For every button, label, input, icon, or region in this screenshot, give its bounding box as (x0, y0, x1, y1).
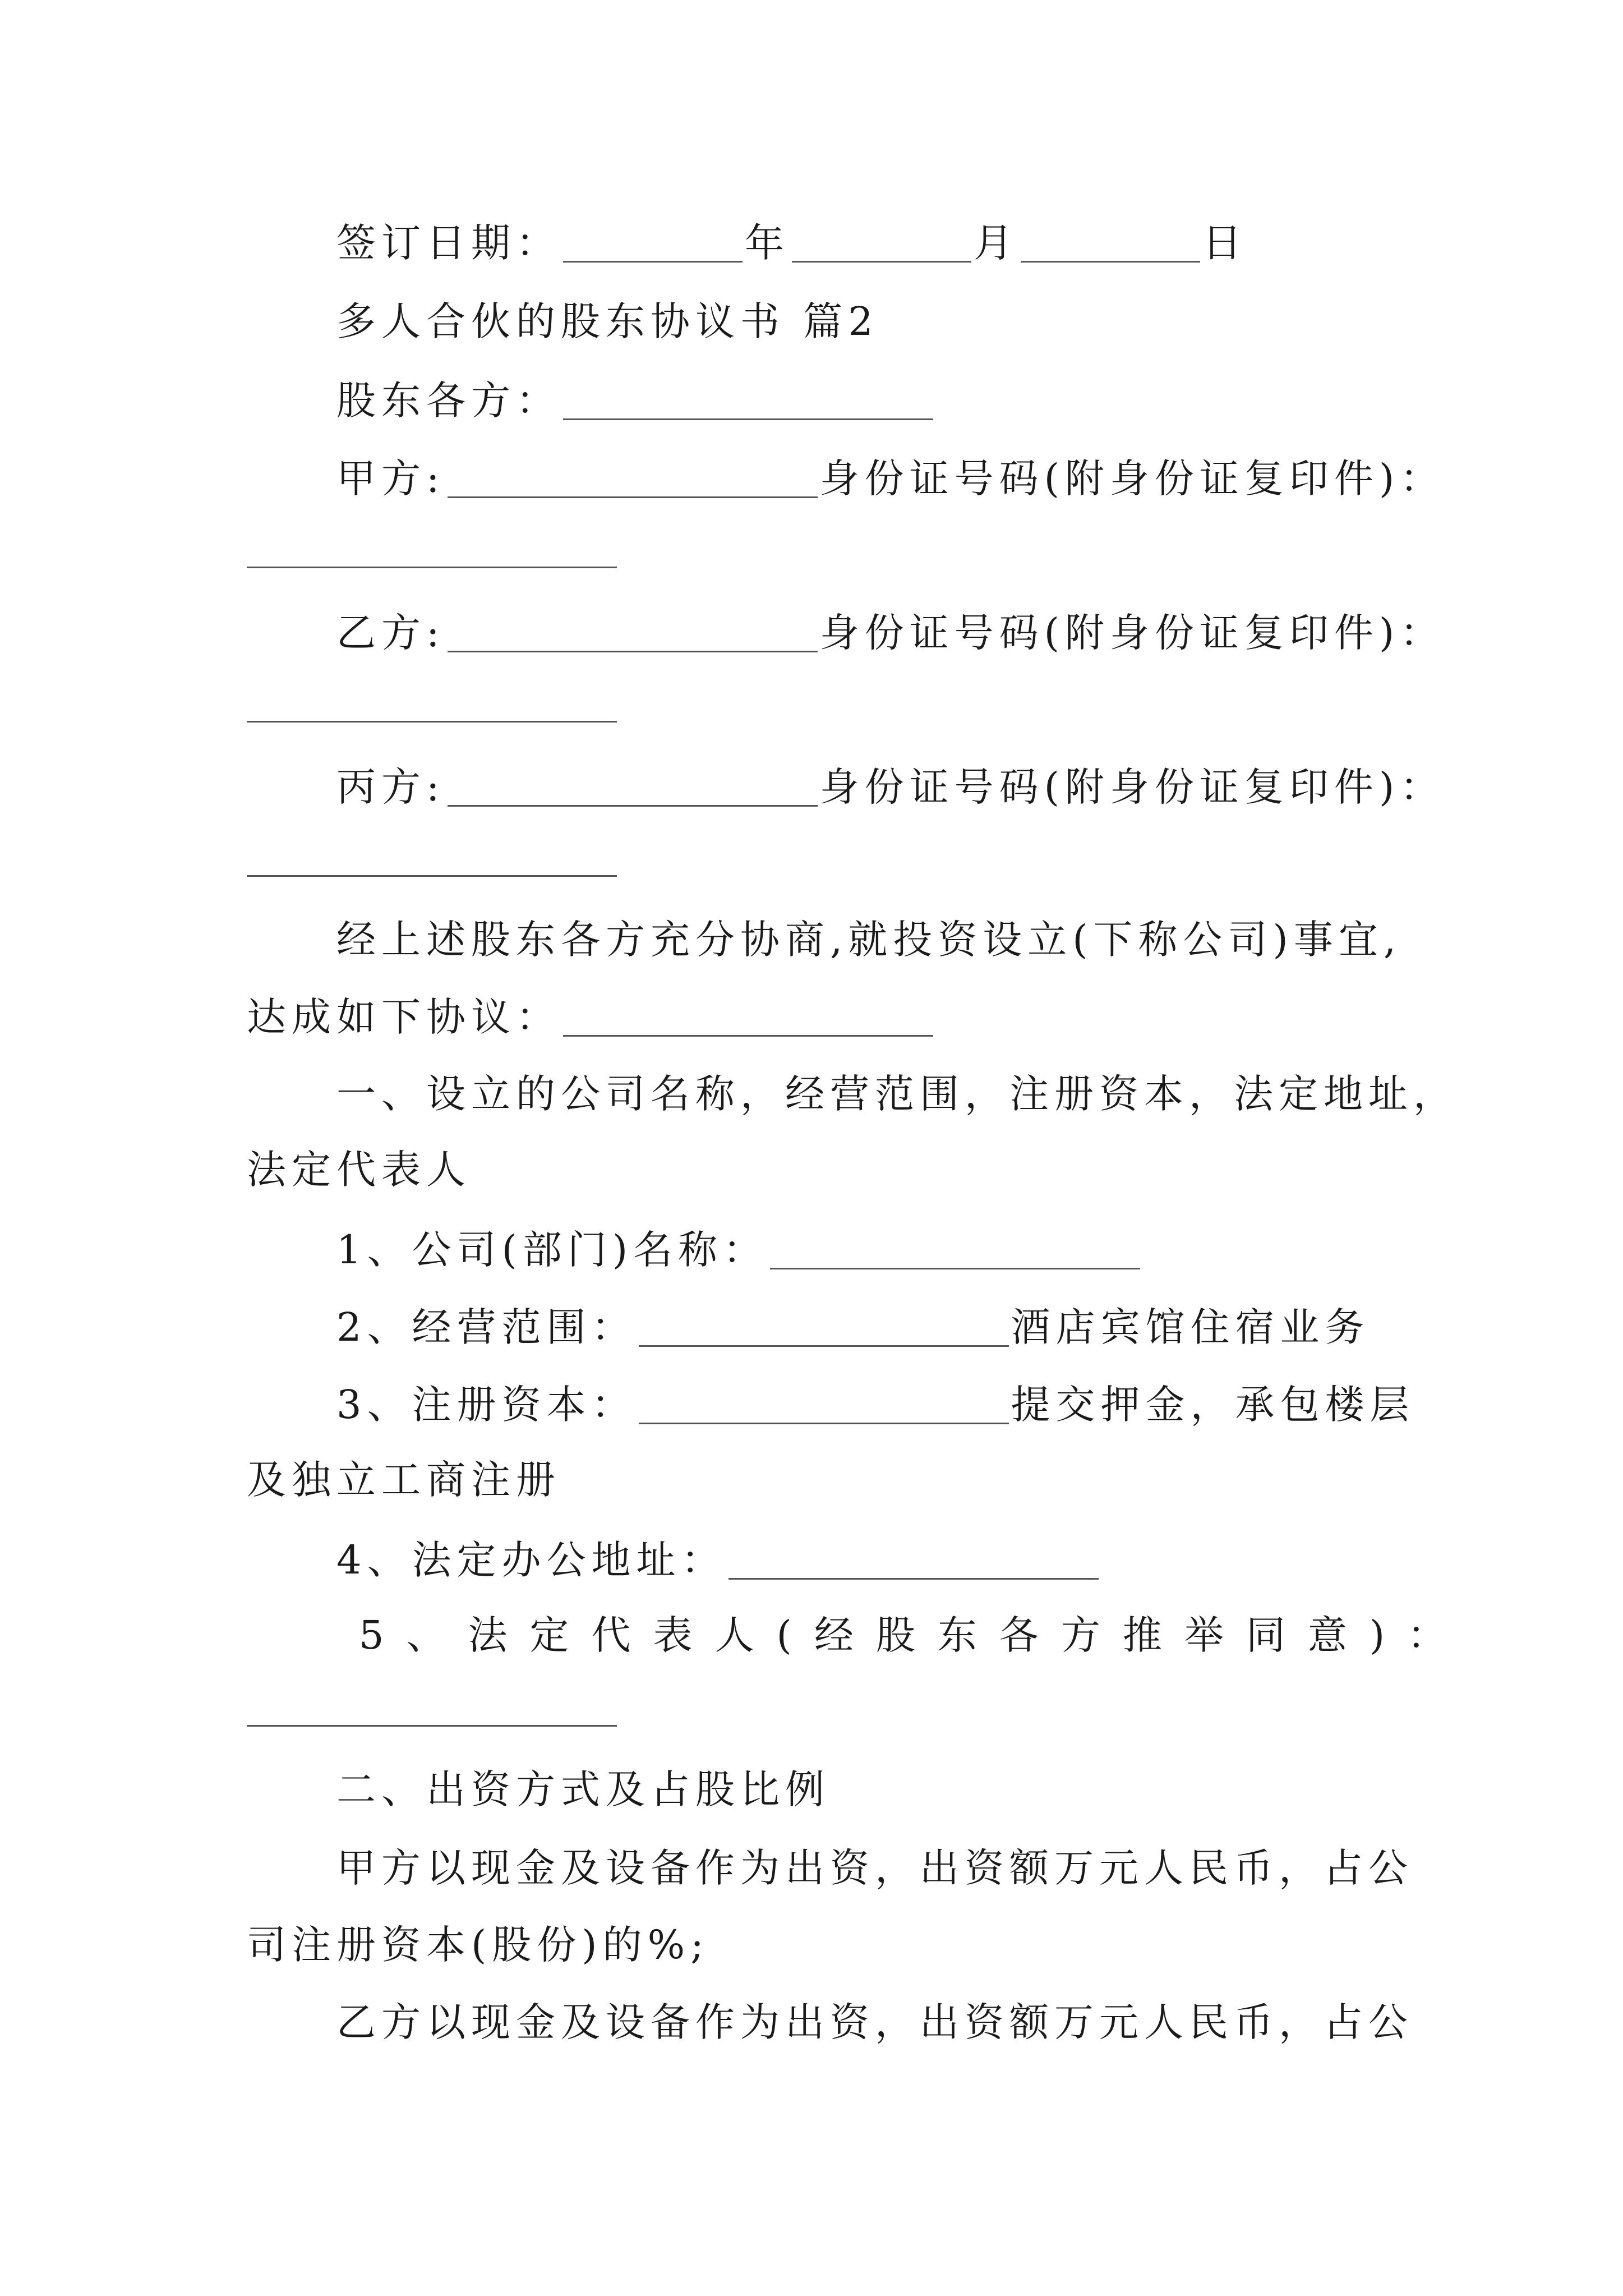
item-2-line (336, 1304, 1370, 1350)
intro-line-2 (247, 994, 935, 1040)
party-c-line (336, 764, 1445, 810)
intro-blank (563, 996, 933, 1037)
year-blank (563, 222, 743, 263)
item-2-value: 酒店宾馆住宿业务 (1011, 1304, 1370, 1350)
item-3-line-2: 及独立工商注册 (247, 1457, 561, 1503)
item-1-label: 1、公司(部门)名称： (336, 1227, 768, 1273)
shareholders-blank (563, 379, 933, 420)
shareholders-label: 股东各方： (336, 378, 561, 424)
year-label: 年 (745, 220, 790, 266)
party-c-id-blank (247, 875, 617, 877)
office-address-blank (728, 1539, 1099, 1580)
party-a-id-label: 身份证号码(附身份证复印件)： (819, 455, 1445, 501)
party-a-line (336, 455, 1445, 501)
party-a-label: 甲方: (336, 455, 445, 501)
item-1-line (336, 1227, 1142, 1273)
item-4-line (336, 1537, 1101, 1583)
article-1-title-line-1: 一、设立的公司名称，经营范围，注册资本，法定地址， (336, 1071, 1458, 1117)
sign-date-line (336, 220, 1247, 266)
item-5-line: 5、法定代表人(经股东各方推举同意)： (359, 1612, 1469, 1658)
intro-line-1: 经上述股东各方充分协商,就投资设立(下称公司)事宜, (336, 917, 1402, 963)
business-scope-blank (639, 1306, 1009, 1347)
party-a-name-blank (448, 457, 818, 498)
article-2-para-a-line-2: 司注册资本(股份)的%; (247, 1922, 709, 1968)
item-3-label: 3、注册资本： (336, 1382, 637, 1428)
day-blank (1021, 222, 1200, 263)
article-1-title-line-2: 法定代表人 (247, 1147, 471, 1193)
item-3-line (336, 1382, 1415, 1428)
article-2-title: 二、出资方式及占股比例 (336, 1766, 830, 1812)
party-c-id-label: 身份证号码(附身份证复印件)： (819, 764, 1445, 810)
day-label: 日 (1202, 220, 1247, 266)
shareholders-line (336, 378, 935, 424)
item-3-value: 提交押金，承包楼层 (1011, 1382, 1415, 1428)
section-title: 多人合伙的股东协议书 篇2 (336, 298, 879, 344)
party-b-name-blank (448, 611, 818, 652)
party-b-line (336, 610, 1445, 656)
sign-date-label: 签订日期： (336, 220, 561, 266)
article-2-para-b-line-1: 乙方以现金及设备作为出资，出资额万元人民币，占公 (336, 1999, 1413, 2045)
party-c-name-blank (448, 766, 818, 807)
registered-capital-blank (639, 1383, 1009, 1424)
month-blank (792, 222, 971, 263)
item-2-label: 2、经营范围： (336, 1304, 637, 1350)
month-label: 月 (974, 220, 1018, 266)
party-c-label: 丙方: (336, 764, 445, 810)
party-b-id-blank (247, 721, 617, 723)
intro-agreement-label: 达成如下协议： (247, 994, 561, 1040)
legal-representative-blank (247, 1725, 617, 1727)
party-b-id-label: 身份证号码(附身份证复印件)： (819, 610, 1445, 656)
party-b-label: 乙方: (336, 610, 445, 656)
item-4-label: 4、法定办公地址： (336, 1537, 726, 1583)
party-a-id-blank (247, 567, 617, 568)
article-2-para-a-line-1: 甲方以现金及设备作为出资，出资额万元人民币，占公 (336, 1845, 1413, 1891)
company-name-blank (770, 1228, 1140, 1269)
